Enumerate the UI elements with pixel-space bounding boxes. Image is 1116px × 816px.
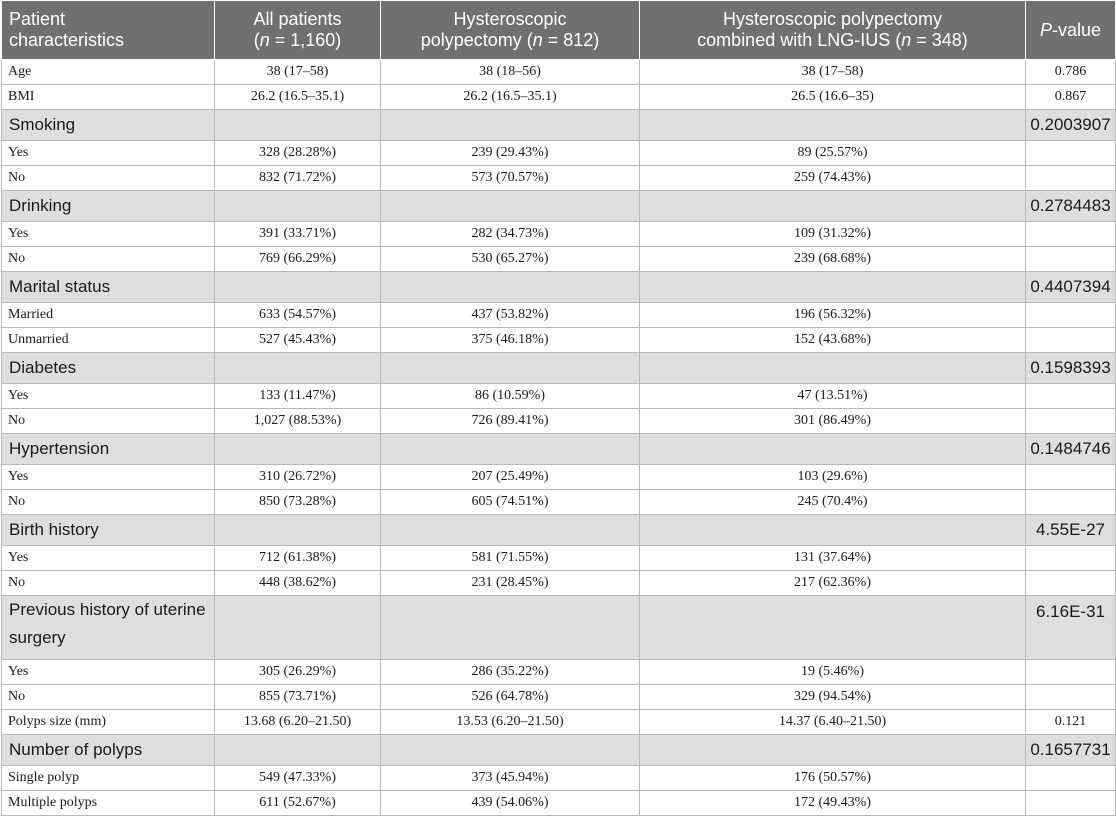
row-hypertension-no bbox=[2, 490, 1116, 515]
cell-empty bbox=[640, 353, 1026, 384]
cell-empty bbox=[640, 191, 1026, 222]
header-all-n-var: n bbox=[259, 30, 270, 50]
section-label: Smoking bbox=[2, 110, 215, 141]
section-label: Birth history bbox=[2, 515, 215, 546]
cell-combo: 259 (74.43%) bbox=[640, 166, 1026, 191]
row-polyp-size bbox=[2, 710, 1116, 735]
row-bmi bbox=[2, 85, 1116, 110]
cell-hp: 726 (89.41%) bbox=[381, 409, 640, 434]
row-polyp-multiple bbox=[2, 791, 1116, 816]
header-row bbox=[2, 1, 1116, 60]
cell-hp: 26.2 (16.5–35.1) bbox=[381, 85, 640, 110]
cell-all: 712 (61.38%) bbox=[215, 546, 381, 571]
cell-all: 391 (33.71%) bbox=[215, 222, 381, 247]
cell-label: Yes bbox=[2, 384, 215, 409]
cell-label: Yes bbox=[2, 141, 215, 166]
cell-empty bbox=[381, 110, 640, 141]
cell-empty bbox=[381, 735, 640, 766]
cell-empty bbox=[640, 434, 1026, 465]
cell-empty bbox=[1026, 141, 1116, 166]
header-p-var: P bbox=[1039, 19, 1052, 40]
cell-all: 850 (73.28%) bbox=[215, 490, 381, 515]
cell-all: 38 (17–58) bbox=[215, 60, 381, 85]
row-marital-unmarried bbox=[2, 328, 1116, 353]
cell-empty bbox=[381, 596, 640, 660]
cell-hp: 373 (45.94%) bbox=[381, 766, 640, 791]
section-diabetes bbox=[2, 353, 1116, 384]
cell-empty bbox=[1026, 490, 1116, 515]
section-p-value: 0.1657731 bbox=[1026, 735, 1116, 766]
section-p-value: 6.16E-31 bbox=[1026, 596, 1116, 660]
section-birth-history bbox=[2, 515, 1116, 546]
row-smoking-yes bbox=[2, 141, 1116, 166]
cell-all: 26.2 (16.5–35.1) bbox=[215, 85, 381, 110]
section-hypertension bbox=[2, 434, 1116, 465]
row-drinking-no bbox=[2, 247, 1116, 272]
header-combined-lng-ius bbox=[640, 1, 1026, 60]
cell-all: 448 (38.62%) bbox=[215, 571, 381, 596]
cell-all: 633 (54.57%) bbox=[215, 303, 381, 328]
cell-empty bbox=[640, 596, 1026, 660]
cell-empty bbox=[215, 735, 381, 766]
cell-all: 305 (26.29%) bbox=[215, 660, 381, 685]
cell-combo: 329 (94.54%) bbox=[640, 685, 1026, 710]
row-marital-married bbox=[2, 303, 1116, 328]
cell-label: Age bbox=[2, 60, 215, 85]
cell-empty bbox=[1026, 303, 1116, 328]
row-surgery-yes bbox=[2, 660, 1116, 685]
header-combo-line2-prefix: combined with LNG-IUS ( bbox=[697, 30, 902, 50]
cell-empty bbox=[640, 110, 1026, 141]
section-label: Drinking bbox=[2, 191, 215, 222]
cell-empty bbox=[1026, 384, 1116, 409]
section-label-line2: surgery bbox=[9, 628, 66, 647]
cell-empty bbox=[215, 596, 381, 660]
cell-empty bbox=[1026, 465, 1116, 490]
cell-combo: 47 (13.51%) bbox=[640, 384, 1026, 409]
cell-hp: 231 (28.45%) bbox=[381, 571, 640, 596]
row-diabetes-yes bbox=[2, 384, 1116, 409]
cell-hp: 13.53 (6.20–21.50) bbox=[381, 710, 640, 735]
cell-empty bbox=[381, 434, 640, 465]
cell-label: No bbox=[2, 409, 215, 434]
section-label-line1: Previous history of uterine bbox=[9, 600, 206, 619]
cell-hp: 437 (53.82%) bbox=[381, 303, 640, 328]
cell-empty bbox=[1026, 685, 1116, 710]
cell-label: No bbox=[2, 166, 215, 191]
cell-empty bbox=[1026, 571, 1116, 596]
cell-combo: 14.37 (6.40–21.50) bbox=[640, 710, 1026, 735]
cell-label: Single polyp bbox=[2, 766, 215, 791]
cell-combo: 38 (17–58) bbox=[640, 60, 1026, 85]
cell-all: 328 (28.28%) bbox=[215, 141, 381, 166]
cell-empty bbox=[1026, 328, 1116, 353]
cell-combo: 26.5 (16.6–35) bbox=[640, 85, 1026, 110]
section-marital-status bbox=[2, 272, 1116, 303]
cell-p: 0.867 bbox=[1026, 85, 1116, 110]
row-polyp-single bbox=[2, 766, 1116, 791]
cell-p: 0.786 bbox=[1026, 60, 1116, 85]
cell-empty bbox=[1026, 660, 1116, 685]
cell-empty bbox=[1026, 166, 1116, 191]
patient-characteristics-table bbox=[1, 0, 1116, 816]
cell-combo: 176 (50.57%) bbox=[640, 766, 1026, 791]
cell-empty bbox=[215, 434, 381, 465]
cell-combo: 301 (86.49%) bbox=[640, 409, 1026, 434]
section-label bbox=[2, 596, 215, 660]
cell-combo: 131 (37.64%) bbox=[640, 546, 1026, 571]
cell-all: 611 (52.67%) bbox=[215, 791, 381, 816]
cell-empty bbox=[381, 272, 640, 303]
cell-empty bbox=[215, 515, 381, 546]
row-smoking-no bbox=[2, 166, 1116, 191]
cell-combo: 89 (25.57%) bbox=[640, 141, 1026, 166]
section-label: Diabetes bbox=[2, 353, 215, 384]
section-uterine-surgery bbox=[2, 596, 1116, 660]
cell-hp: 86 (10.59%) bbox=[381, 384, 640, 409]
header-hysteroscopic-polypectomy bbox=[381, 1, 640, 60]
cell-combo: 19 (5.46%) bbox=[640, 660, 1026, 685]
cell-label: BMI bbox=[2, 85, 215, 110]
cell-empty bbox=[215, 272, 381, 303]
row-age bbox=[2, 60, 1116, 85]
cell-empty bbox=[640, 735, 1026, 766]
section-label: Marital status bbox=[2, 272, 215, 303]
header-hp-line2-prefix: polypectomy ( bbox=[420, 30, 533, 50]
header-hp-n-suffix: = 812) bbox=[542, 30, 600, 50]
cell-empty bbox=[1026, 766, 1116, 791]
cell-p: 0.121 bbox=[1026, 710, 1116, 735]
header-characteristics bbox=[2, 1, 215, 60]
cell-empty bbox=[1026, 247, 1116, 272]
cell-hp: 573 (70.57%) bbox=[381, 166, 640, 191]
section-label: Number of polyps bbox=[2, 735, 215, 766]
table-body bbox=[2, 60, 1116, 816]
cell-hp: 286 (35.22%) bbox=[381, 660, 640, 685]
section-p-value: 4.55E-27 bbox=[1026, 515, 1116, 546]
header-p-suffix: -value bbox=[1051, 19, 1102, 40]
cell-empty bbox=[1026, 791, 1116, 816]
section-p-value: 0.2784483 bbox=[1026, 191, 1116, 222]
cell-all: 855 (73.71%) bbox=[215, 685, 381, 710]
cell-all: 13.68 (6.20–21.50) bbox=[215, 710, 381, 735]
section-label: Hypertension bbox=[2, 434, 215, 465]
header-characteristics-line1: Patient bbox=[9, 9, 66, 29]
cell-hp: 581 (71.55%) bbox=[381, 546, 640, 571]
cell-label: No bbox=[2, 685, 215, 710]
cell-hp: 375 (46.18%) bbox=[381, 328, 640, 353]
cell-hp: 439 (54.06%) bbox=[381, 791, 640, 816]
header-combo-n-suffix: = 348) bbox=[911, 30, 968, 50]
cell-all: 1,027 (88.53%) bbox=[215, 409, 381, 434]
cell-hp: 207 (25.49%) bbox=[381, 465, 640, 490]
cell-label: No bbox=[2, 490, 215, 515]
cell-empty bbox=[1026, 409, 1116, 434]
cell-label: Yes bbox=[2, 546, 215, 571]
section-p-value: 0.1598393 bbox=[1026, 353, 1116, 384]
cell-hp: 605 (74.51%) bbox=[381, 490, 640, 515]
cell-all: 310 (26.72%) bbox=[215, 465, 381, 490]
header-all-n-suffix: = 1,160) bbox=[269, 30, 342, 50]
cell-all: 549 (47.33%) bbox=[215, 766, 381, 791]
cell-empty bbox=[1026, 222, 1116, 247]
header-all-n-prefix: ( bbox=[253, 30, 260, 50]
cell-empty bbox=[215, 353, 381, 384]
section-p-value: 0.1484746 bbox=[1026, 434, 1116, 465]
cell-combo: 196 (56.32%) bbox=[640, 303, 1026, 328]
cell-empty bbox=[381, 191, 640, 222]
cell-hp: 282 (34.73%) bbox=[381, 222, 640, 247]
row-drinking-yes bbox=[2, 222, 1116, 247]
cell-label: Yes bbox=[2, 222, 215, 247]
cell-combo: 239 (68.68%) bbox=[640, 247, 1026, 272]
cell-combo: 103 (29.6%) bbox=[640, 465, 1026, 490]
row-diabetes-no bbox=[2, 409, 1116, 434]
section-p-value: 0.2003907 bbox=[1026, 110, 1116, 141]
row-birth-yes bbox=[2, 546, 1116, 571]
header-hp-n-var: n bbox=[532, 30, 543, 50]
cell-hp: 239 (29.43%) bbox=[381, 141, 640, 166]
section-p-value: 0.4407394 bbox=[1026, 272, 1116, 303]
cell-combo: 217 (62.36%) bbox=[640, 571, 1026, 596]
cell-all: 527 (45.43%) bbox=[215, 328, 381, 353]
cell-all: 769 (66.29%) bbox=[215, 247, 381, 272]
cell-label: Married bbox=[2, 303, 215, 328]
cell-hp: 526 (64.78%) bbox=[381, 685, 640, 710]
cell-label: Yes bbox=[2, 465, 215, 490]
table-header bbox=[2, 1, 1116, 60]
row-birth-no bbox=[2, 571, 1116, 596]
cell-empty bbox=[640, 515, 1026, 546]
section-number-of-polyps bbox=[2, 735, 1116, 766]
cell-hp: 38 (18–56) bbox=[381, 60, 640, 85]
header-hp-line1: Hysteroscopic bbox=[453, 9, 567, 29]
cell-empty bbox=[1026, 546, 1116, 571]
cell-label: No bbox=[2, 247, 215, 272]
row-surgery-no bbox=[2, 685, 1116, 710]
cell-hp: 530 (65.27%) bbox=[381, 247, 640, 272]
cell-empty bbox=[381, 353, 640, 384]
cell-label: Yes bbox=[2, 660, 215, 685]
header-combo-n-var: n bbox=[901, 30, 912, 50]
section-drinking bbox=[2, 191, 1116, 222]
cell-combo: 152 (43.68%) bbox=[640, 328, 1026, 353]
cell-combo: 109 (31.32%) bbox=[640, 222, 1026, 247]
cell-empty bbox=[215, 110, 381, 141]
cell-label: Unmarried bbox=[2, 328, 215, 353]
cell-empty bbox=[640, 272, 1026, 303]
cell-all: 133 (11.47%) bbox=[215, 384, 381, 409]
cell-empty bbox=[381, 515, 640, 546]
header-all-line1: All patients bbox=[253, 9, 342, 29]
header-characteristics-line2: characteristics bbox=[9, 30, 125, 50]
header-all-patients bbox=[215, 1, 381, 60]
row-hypertension-yes bbox=[2, 465, 1116, 490]
cell-label: Polyps size (mm) bbox=[2, 710, 215, 735]
header-p-value bbox=[1026, 1, 1116, 60]
cell-combo: 245 (70.4%) bbox=[640, 490, 1026, 515]
header-combo-line1: Hysteroscopic polypectomy bbox=[722, 9, 943, 29]
cell-all: 832 (71.72%) bbox=[215, 166, 381, 191]
section-smoking bbox=[2, 110, 1116, 141]
cell-empty bbox=[215, 191, 381, 222]
cell-combo: 172 (49.43%) bbox=[640, 791, 1026, 816]
cell-label: No bbox=[2, 571, 215, 596]
cell-label: Multiple polyps bbox=[2, 791, 215, 816]
